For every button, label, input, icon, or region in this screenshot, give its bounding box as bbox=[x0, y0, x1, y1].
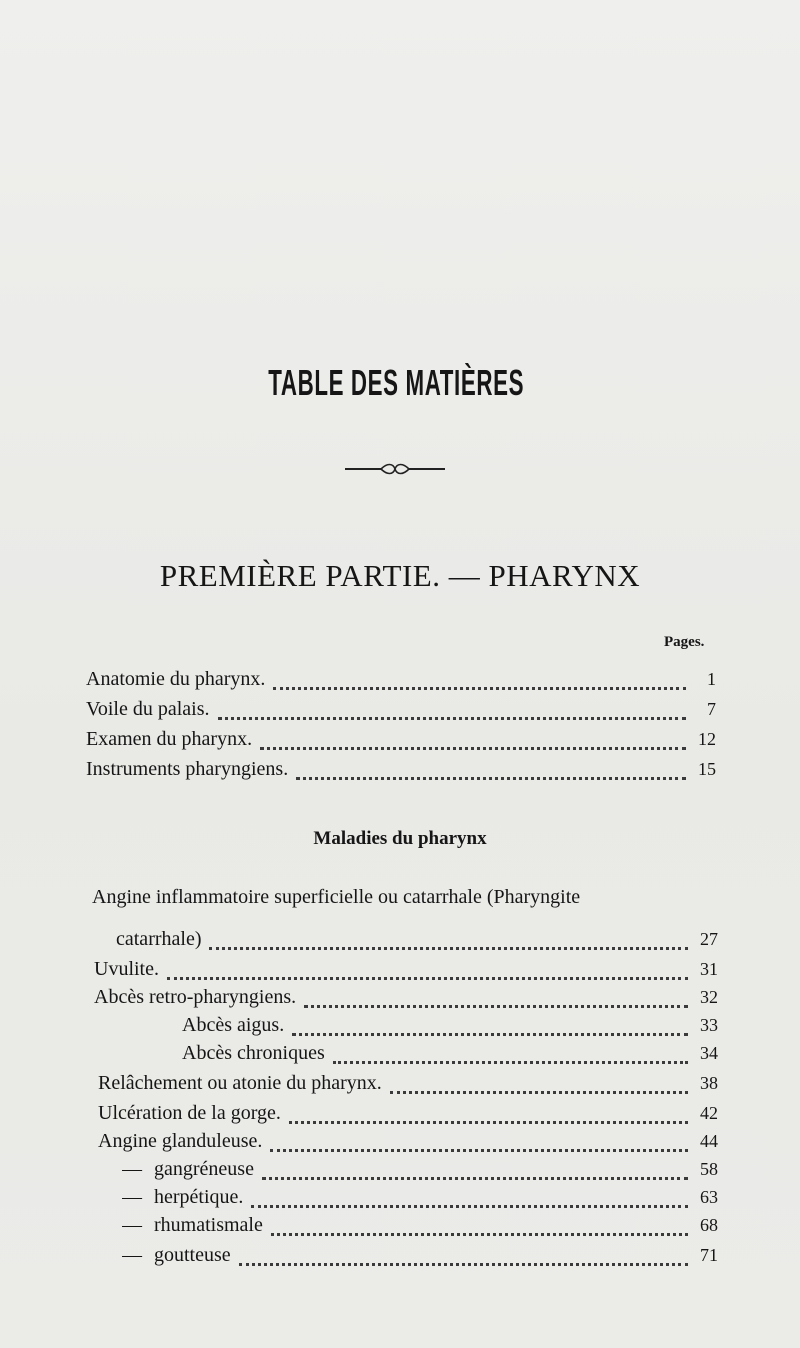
dot-leader bbox=[270, 1149, 688, 1152]
toc-entry-label: herpétique. bbox=[154, 1186, 244, 1208]
toc-entry-label: Angine glanduleuse. bbox=[98, 1130, 263, 1152]
toc-entry-page: 1 bbox=[707, 669, 716, 689]
toc-entry-label: Relâchement ou atonie du pharynx. bbox=[98, 1072, 382, 1094]
toc-entry[interactable] bbox=[86, 758, 716, 786]
toc-entry-page: 12 bbox=[698, 729, 716, 749]
toc-entry-label: Abcès chroniques bbox=[182, 1042, 325, 1064]
toc-entry-label: Abcès retro-pharyngiens. bbox=[94, 986, 297, 1008]
toc-entry-label: Ulcération de la gorge. bbox=[98, 1102, 281, 1124]
dot-leader bbox=[273, 687, 686, 690]
toc-entry[interactable] bbox=[86, 728, 716, 756]
dot-leader bbox=[333, 1061, 688, 1064]
toc-entry-page: 68 bbox=[700, 1215, 718, 1235]
toc-entry[interactable] bbox=[122, 1214, 718, 1242]
toc-entry[interactable] bbox=[182, 1042, 718, 1070]
dot-leader bbox=[218, 717, 686, 720]
toc-entry-page: 34 bbox=[700, 1043, 718, 1063]
toc-entry[interactable] bbox=[98, 1102, 718, 1130]
ornament-divider bbox=[345, 462, 445, 476]
ditto-dash: — bbox=[122, 1186, 142, 1208]
ditto-dash: — bbox=[122, 1158, 142, 1180]
dot-leader bbox=[260, 747, 686, 750]
toc-entry-label: Instruments pharyngiens. bbox=[86, 758, 289, 780]
toc-entry-label: Abcès aigus. bbox=[182, 1014, 285, 1036]
toc-entry[interactable] bbox=[122, 1158, 718, 1186]
dot-leader bbox=[289, 1121, 688, 1124]
dot-leader bbox=[262, 1177, 688, 1180]
toc-entry[interactable] bbox=[86, 698, 716, 726]
toc-entry[interactable] bbox=[182, 1014, 718, 1042]
section-heading: Maladies du pharynx bbox=[313, 828, 487, 849]
part-title: PREMIÈRE PARTIE. — PHARYNX bbox=[159, 558, 641, 593]
toc-entry[interactable] bbox=[122, 1244, 718, 1272]
page-title: TABLE DES MATIÈRES bbox=[268, 362, 525, 403]
dot-leader bbox=[304, 1005, 688, 1008]
toc-entry[interactable] bbox=[94, 986, 718, 1014]
toc-entry-page: 58 bbox=[700, 1159, 718, 1179]
toc-entry[interactable] bbox=[116, 928, 718, 956]
dot-leader bbox=[209, 947, 688, 950]
toc-entry-page: 33 bbox=[700, 1015, 718, 1035]
toc-entry-page: 63 bbox=[700, 1187, 718, 1207]
toc-entry[interactable] bbox=[98, 1130, 718, 1158]
toc-entry[interactable] bbox=[86, 668, 716, 696]
toc-entry-label: rhumatismale bbox=[154, 1214, 263, 1236]
toc-entry-label: goutteuse bbox=[154, 1244, 231, 1266]
dot-leader bbox=[390, 1091, 688, 1094]
toc-entry-page: 31 bbox=[700, 959, 718, 979]
dot-leader bbox=[292, 1033, 688, 1036]
toc-entry[interactable] bbox=[98, 1072, 718, 1100]
dot-leader bbox=[239, 1263, 688, 1266]
toc-entry-label-wrapped: Angine inflammatoire superficielle ou catarrhale (Pharyngite bbox=[92, 886, 581, 908]
toc-entry-label: catarrhale) bbox=[116, 928, 202, 950]
toc-entry-page: 71 bbox=[700, 1245, 718, 1265]
dot-leader bbox=[296, 777, 686, 780]
toc-entry-page: 27 bbox=[700, 929, 718, 949]
toc-entry-page: 7 bbox=[707, 699, 716, 719]
toc-entry-label: Uvulite. bbox=[94, 958, 159, 980]
toc-entry-page: 42 bbox=[700, 1103, 718, 1123]
dot-leader bbox=[167, 977, 688, 980]
toc-entry-page: 38 bbox=[700, 1073, 718, 1093]
ditto-dash: — bbox=[122, 1244, 142, 1266]
toc-entry[interactable] bbox=[94, 958, 718, 986]
toc-entry-label: Examen du pharynx. bbox=[86, 728, 253, 750]
toc-entry-label: Anatomie du pharynx. bbox=[86, 668, 266, 690]
pages-column-label: Pages. bbox=[664, 634, 705, 650]
ditto-dash: — bbox=[122, 1214, 142, 1236]
toc-entry-page: 32 bbox=[700, 987, 718, 1007]
toc-entry-page: 15 bbox=[698, 759, 716, 779]
toc-entry-label: gangréneuse bbox=[154, 1158, 254, 1180]
dot-leader bbox=[271, 1233, 688, 1236]
dot-leader bbox=[251, 1205, 688, 1208]
toc-entry-page: 44 bbox=[700, 1131, 718, 1151]
toc-entry-label: Voile du palais. bbox=[86, 698, 210, 720]
toc-entry[interactable] bbox=[122, 1186, 718, 1214]
